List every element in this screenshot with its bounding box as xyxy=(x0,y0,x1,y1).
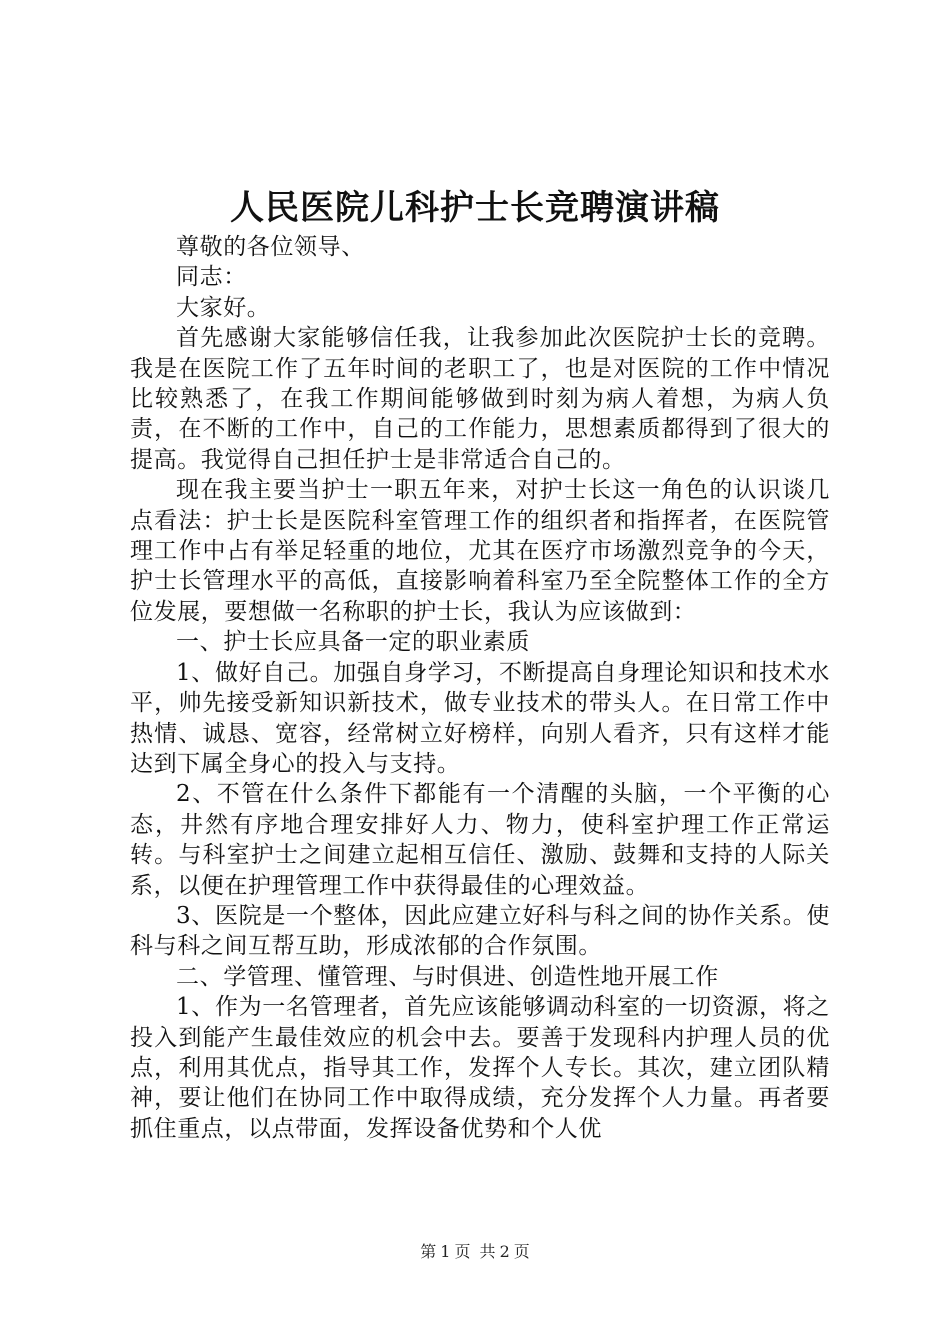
body-paragraph: 3、医院是一个整体，因此应建立好科与科之间的协作关系。使科与科之间互帮互助，形成浓郁的合作氛围。 xyxy=(130,902,830,960)
total-unit: 页 xyxy=(513,1242,530,1261)
body-paragraph: 1、作为一名管理者，首先应该能够调动科室的一切资源，将之投入到能产生最佳效应的机会中去。要善于发现科内护理人员的优点，利用其优点，指导其工作，发挥个人专长。其次，建立团队精神，要让他们在协同工作中取得成绩，充分发挥个人力量。再者要抓住重点，以点带面，发挥设备优势和个人优 xyxy=(130,994,830,1142)
page-unit: 页 xyxy=(454,1242,471,1261)
body-paragraph: 现在我主要当护士一职五年来，对护士长这一角色的认识谈几点看法：护士长是医院科室管理工作的组织者和指挥者，在医院管理工作中占有举足轻重的地位，尤其在医疗市场激烈竞争的今天，护士长管理水平的高低，直接影响着科室乃至全院整体工作的全方位发展，要想做一名称职的护士长，我认为应该做到： xyxy=(130,477,830,625)
body-paragraph: 1、做好自己。加强自身学习，不断提高自身理论知识和技术水平，帅先接受新知识新技术，做专业技术的带头人。在日常工作中热情、诚恳、宽容，经常树立好榜样，向别人看齐，只有这样才能达到下属全身心的投入与支持。 xyxy=(130,659,830,777)
page-number: 1 xyxy=(440,1242,451,1261)
page-label: 第 xyxy=(420,1242,437,1261)
total-pages: 2 xyxy=(499,1242,510,1261)
salutation-line-1: 尊敬的各位领导、 xyxy=(176,234,365,260)
document-title: 人民医院儿科护士长竞聘演讲稿 xyxy=(230,188,720,228)
body-paragraph: 首先感谢大家能够信任我，让我参加此次医院护士长的竞聘。我是在医院工作了五年时间的老职工了，也是对医院的工作中情况比较熟悉了，在我工作期间能够做到时刻为病人着想，为病人负责，在不断的工作中，自己的工作能力，思想素质都得到了很大的提高。我觉得自己担任护士是非常适合自己的。 xyxy=(130,325,830,473)
page-footer xyxy=(0,1240,950,1264)
section-heading: 二、学管理、懂管理、与时俱进、创造性地开展工作 xyxy=(176,963,719,990)
greeting-line: 大家好。 xyxy=(176,294,271,321)
section-heading: 一、护士长应具备一定的职业素质 xyxy=(176,629,530,656)
document-body xyxy=(130,232,830,1144)
total-label: 共 xyxy=(479,1242,496,1261)
body-paragraph: 2、不管在什么条件下都能有一个清醒的头脑，一个平衡的心态，井然有序地合理安排好人力、物力，使科室护理工作正常运转。与科室护士之间建立起相互信任、激励、鼓舞和支持的人际关系，以便在护理管理工作中获得最佳的心理效益。 xyxy=(130,781,830,899)
salutation-line-2: 同志： xyxy=(176,264,247,291)
